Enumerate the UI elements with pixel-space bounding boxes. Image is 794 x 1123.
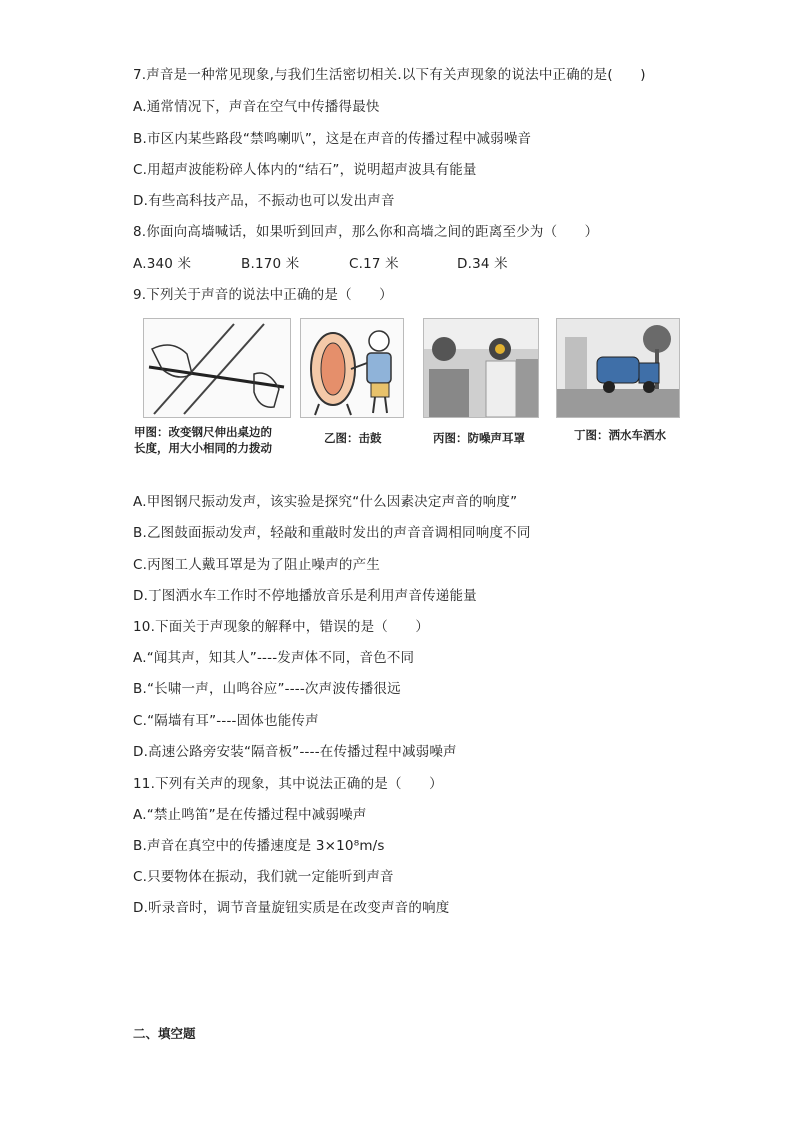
q11-option-b: B.声音在真空中的传播速度是 3×10⁸m/s [133,838,385,854]
q9-option-d: D.丁图洒水车工作时不停地播放音乐是利用声音传递能量 [133,588,477,604]
q8-option-a: A.340 米 [133,256,192,272]
q11-stem: 11.下列有关声的现象，其中说法正确的是（ ） [133,776,443,792]
q10-option-a: A.“闻其声，知其人”----发声体不同，音色不同 [133,650,415,666]
q7-option-c: C.用超声波能粉碎人体内的“结石”，说明超声波具有能量 [133,162,477,178]
caption-jia-line1: 甲图：改变钢尺伸出桌边的 [134,425,272,439]
q10-option-c: C.“隔墙有耳”----固体也能传声 [133,713,319,729]
q7-option-b: B.市区内某些路段“禁鸣喇叭”，这是在声音的传播过程中减弱噪音 [133,131,532,147]
caption-jia-line2: 长度，用大小相同的力拨动 [134,441,272,455]
caption-bing: 丙图：防噪声耳罩 [433,431,525,445]
figure-yi-drum [300,318,404,418]
q11-option-a: A.“禁止鸣笛”是在传播过程中减弱噪声 [133,807,367,823]
q9-option-a: A.甲图钢尺振动发声，该实验是探究“什么因素决定声音的响度” [133,494,518,510]
q9-stem: 9.下列关于声音的说法中正确的是（ ） [133,287,393,303]
q7-stem: 7.声音是一种常见现象,与我们生活密切相关.以下有关声现象的说法中正确的是( ) [133,67,646,83]
q9-option-c: C.丙图工人戴耳罩是为了阻止噪声的产生 [133,557,381,573]
q8-option-c: C.17 米 [349,256,399,272]
caption-yi: 乙图：击鼓 [324,431,382,445]
caption-ding: 丁图：洒水车洒水 [574,428,666,442]
q11-option-d: D.听录音时，调节音量旋钮实质是在改变声音的响度 [133,900,450,916]
q7-option-a: A.通常情况下，声音在空气中传播得最快 [133,99,380,115]
q8-option-b: B.170 米 [241,256,300,272]
figure-jia-steel-ruler [143,318,291,418]
q10-option-b: B.“长啸一声，山鸣谷应”----次声波传播很远 [133,681,401,697]
q9-option-b: B.乙图鼓面振动发声，轻敲和重敲时发出的声音音调相同响度不同 [133,525,531,541]
q7-option-d: D.有些高科技产品，不振动也可以发出声音 [133,193,395,209]
q8-stem: 8.你面向高墙喊话，如果听到回声，那么你和高墙之间的距离至少为（ ） [133,224,599,240]
q10-stem: 10.下面关于声现象的解释中，错误的是（ ） [133,619,430,635]
factory-worker-photo [424,319,538,417]
figure-bing-ear-muffs [423,318,539,418]
q8-option-d: D.34 米 [457,256,508,272]
sprinkler-truck-photo [557,319,679,417]
steel-ruler-illustration [144,319,290,417]
q8-options [133,255,565,273]
figure-ding-sprinkler-truck [556,318,680,418]
drum-illustration [301,319,403,417]
q10-option-d: D.高速公路旁安装“隔音板”----在传播过程中减弱噪声 [133,744,457,760]
q11-option-c: C.只要物体在振动，我们就一定能听到声音 [133,869,394,885]
section-title-fill-in-blank: 二、填空题 [133,1026,196,1041]
